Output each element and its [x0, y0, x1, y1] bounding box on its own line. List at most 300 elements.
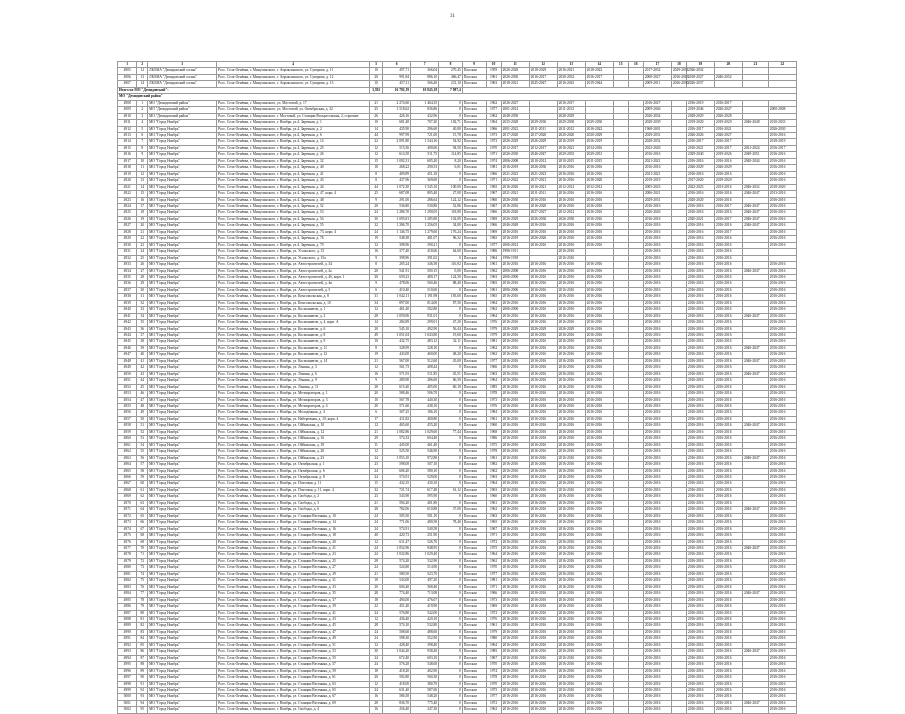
table-cell: 49: [370, 333, 383, 339]
table-cell: 44: [370, 184, 383, 190]
table-cell: 603,10: [411, 655, 439, 661]
table-cell: МО "Город Ноябрь": [148, 655, 217, 661]
header-cell: 4: [217, 62, 370, 68]
table-cell: 2016-2016: [768, 533, 796, 539]
table-cell: 2016-2016: [768, 571, 796, 577]
table-cell: 1972: [486, 539, 501, 545]
table-cell: Росс. Сель-Огнёвка, г. Минусинского, г. Мостовой, ул. Станции Воскресенская, 2, строение: [217, 113, 370, 119]
table-cell: 2012-2017: [529, 145, 557, 151]
table-cell: 1969: [486, 229, 501, 235]
table-cell: 2016-2016: [714, 223, 742, 229]
table-cell: 74: [137, 571, 148, 577]
table-cell: 50: [137, 416, 148, 422]
table-cell: МО "Город Ноябрь": [148, 404, 217, 410]
table-cell: 2016-2016: [585, 700, 613, 706]
table-cell: 2016-2016: [768, 668, 796, 674]
table-cell: 2016-2021: [714, 126, 742, 132]
table-cell: 4953: [118, 391, 137, 397]
table-cell: 2016-2016: [768, 494, 796, 500]
table-cell: МО "Город Ноябрь": [148, 552, 217, 558]
table-cell: Росс. Сель-Огнёвка, г. Минусинского, г. Ноябрь, ул. Ленина, д. 11: [217, 384, 370, 390]
table-cell: 54: [137, 442, 148, 448]
table-cell: 2016-2016: [714, 442, 742, 448]
table-cell: 2016-2016: [643, 384, 671, 390]
table-cell: 2016-2016: [557, 249, 585, 255]
table-cell: Росс. Сель-Огнёвка, г. Минусинского, г. Ноябрь, ул. Станции Весенняя, д. 37: [217, 597, 370, 603]
table-cell: 525,50: [383, 449, 411, 455]
table-cell: Плоская: [462, 662, 486, 668]
table-cell: 34: [370, 300, 383, 306]
table-cell: 490,60: [411, 145, 439, 151]
table-cell: 2016-2016: [714, 623, 742, 629]
table-cell: 2016-2016: [714, 210, 742, 216]
table-cell: 9: [370, 281, 383, 287]
table-cell: 2016-2016: [768, 694, 796, 700]
table-cell: 2022-2026: [643, 145, 671, 151]
table-cell: 2016-2016: [686, 700, 714, 706]
table-cell: Росс. Сель-Огнёвка, г. Минусинского, г. Ноябрь, ул. Ойбыкская, д. 18: [217, 442, 370, 448]
table-cell: 536,80: [383, 203, 411, 209]
table-cell: 22: [370, 604, 383, 610]
table-cell: 2016-2016: [686, 623, 714, 629]
table-cell: 4910: [118, 113, 137, 119]
table-cell: 94,50: [439, 145, 463, 151]
table-cell: 2016-2016: [768, 591, 796, 597]
table-cell: 2018-2019: [768, 139, 796, 145]
table-cell: 40: [137, 352, 148, 358]
table-cell: 13: [137, 178, 148, 184]
table-row: [118, 274, 797, 280]
table-cell: 2016-2021: [529, 184, 557, 190]
table-cell: 0: [439, 455, 463, 461]
table-cell: 12: [370, 145, 383, 151]
table-cell: 41: [137, 358, 148, 364]
table-cell: 560,46: [411, 281, 439, 287]
table-cell: 2046-2047: [742, 313, 768, 319]
table-cell: 2016-2016: [768, 629, 796, 635]
header-cell: 5: [370, 62, 383, 68]
table-cell: 1963: [486, 274, 501, 280]
table-cell: 2016-2016: [501, 378, 529, 384]
table-cell: 2016-2016: [501, 558, 529, 564]
table-cell: МО "Город Ноябрь": [148, 345, 217, 351]
table-cell: 408,44: [411, 365, 439, 371]
table-cell: 2016-2016: [686, 462, 714, 468]
table-cell: 1967: [486, 191, 501, 197]
table-cell: 2016-2016: [714, 404, 742, 410]
table-cell: 2016-2016: [643, 662, 671, 668]
table-cell: 2016-2016: [585, 513, 613, 519]
table-cell: 2029-2030: [585, 120, 613, 126]
table-cell: 611,47: [383, 539, 411, 545]
table-cell: Росс. Сель-Огнёвка, г. Минусинского, г. Апраксинского, ул. Суворова, д. 12: [217, 74, 370, 80]
table-cell: МО "Город Ноябрь": [148, 262, 217, 268]
table-cell: 2016-2016: [768, 242, 796, 248]
table-cell: 2016-2016: [501, 481, 529, 487]
table-cell: Росс. Сель-Огнёвка, г. Минусинского, г. Ноябрь, ул. Космонавтов, д. 1: [217, 307, 370, 313]
table-cell: 4915: [118, 145, 137, 151]
table-cell: 2020-2020: [686, 197, 714, 203]
table-cell: 1 029,40: [411, 552, 439, 558]
table-cell: 2028-2039: [643, 120, 671, 126]
table-cell: Плоская: [462, 487, 486, 493]
table-cell: Росс. Сель-Огнёвка, г. Минусинского, г. Ноябрь, ул.4, Заречная, д. 32: [217, 158, 370, 164]
table-cell: МО "Город Ноябрь": [148, 165, 217, 171]
table-cell: 291,00: [383, 197, 411, 203]
table-cell: 2016-2017: [529, 74, 557, 80]
table-cell: 88: [137, 662, 148, 668]
table-cell: 2016-2016: [501, 629, 529, 635]
table-cell: 328,10: [411, 345, 439, 351]
table-cell: 96,32: [439, 236, 463, 242]
table-cell: МО "Город Ноябрь": [148, 604, 217, 610]
table-cell: МО "Город Ноябрь": [148, 145, 217, 151]
table-cell: 2016-2016: [557, 578, 585, 584]
table-cell: 2016-2016: [585, 687, 613, 693]
table-cell: 576,80: [383, 610, 411, 616]
table-cell: 0: [439, 404, 463, 410]
table-cell: 402,90: [411, 668, 439, 674]
table-cell: 2016-2016: [643, 442, 671, 448]
table-cell: 30: [370, 649, 383, 655]
table-cell: 2016-2016: [768, 404, 796, 410]
table-cell: 2016-2016: [643, 229, 671, 235]
table-cell: 2016-2016: [529, 404, 557, 410]
table-cell: 28: [370, 700, 383, 706]
table-cell: 1 146,75: [383, 229, 411, 235]
table-cell: 2016-2016: [714, 642, 742, 648]
table-cell: 1962: [486, 507, 501, 513]
table-cell: 2009-2011: [643, 81, 671, 87]
table-cell: 2016-2016: [686, 520, 714, 526]
table-cell: МО "Город Ноябрь": [148, 500, 217, 506]
table-cell: 11: [137, 165, 148, 171]
table-cell: 2016-2016: [686, 694, 714, 700]
table-cell: 290,53: [411, 165, 439, 171]
table-cell: 1 095,81: [383, 216, 411, 222]
table-cell: 2016-2016: [686, 436, 714, 442]
table-cell: Росс. Сель-Огнёвка, г. Минусинского, г. Ноябрь, ул. Станции Весенняя, д. 23: [217, 552, 370, 558]
table-cell: 61: [137, 487, 148, 493]
table-cell: 2016-2016: [768, 132, 796, 138]
table-cell: 2019-2026: [714, 152, 742, 158]
table-cell: 0: [439, 610, 463, 616]
table-cell: 2016-2016: [529, 636, 557, 642]
table-cell: 2016-2016: [529, 281, 557, 287]
table-cell: 2016-2016: [501, 365, 529, 371]
table-cell: 2016-2016: [585, 475, 613, 481]
table-cell: Плоская: [462, 68, 486, 74]
table-cell: МО "Город Ноябрь": [148, 662, 217, 668]
table-cell: 2016-2017: [585, 74, 613, 80]
table-cell: 1977: [486, 694, 501, 700]
table-cell: Росс. Сель-Огнёвка, г. Минусинского, г. Ноябрь, ул. Свободы, д. 2: [217, 494, 370, 500]
header-cell: 7: [411, 62, 439, 68]
table-cell: 2016-2016: [501, 520, 529, 526]
table-cell: 60,10: [439, 384, 463, 390]
table-cell: 2016-2016: [768, 384, 796, 390]
table-cell: 2016-2016: [585, 694, 613, 700]
table-cell: 0: [439, 307, 463, 313]
table-cell: 84: [137, 636, 148, 642]
table-cell: 16: [137, 197, 148, 203]
table-cell: 2016-2016: [529, 333, 557, 339]
table-cell: 418,66: [411, 249, 439, 255]
table-cell: 2016-2016: [686, 397, 714, 403]
table-cell: 2016-2016: [643, 391, 671, 397]
table-cell: 4999: [118, 687, 137, 693]
table-cell: Росс. Сель-Огнёвка, г. Минусинского, г. Ноябрь, ул. Свободы, д. 5: [217, 500, 370, 506]
table-cell: 2012-2012: [585, 184, 613, 190]
table-cell: 2001-2022: [501, 126, 529, 132]
table-cell: 2016-2016: [643, 481, 671, 487]
table-cell: 2016-2016: [557, 700, 585, 706]
table-cell: 2016-2016: [643, 655, 671, 661]
table-cell: 4965: [118, 468, 137, 474]
table-cell: 548,60: [411, 662, 439, 668]
table-cell: 296,60: [411, 126, 439, 132]
table-cell: 2006-2021: [643, 191, 671, 197]
table-cell: 2016-2016: [643, 558, 671, 564]
table-cell: 2016-2016: [768, 636, 796, 642]
table-cell: 2016-2016: [585, 429, 613, 435]
table-cell: 2016-2016: [557, 565, 585, 571]
table-cell: 2016-2016: [643, 649, 671, 655]
table-cell: 2045-2047: [529, 81, 557, 87]
table-cell: МО "Город Ноябрь": [148, 565, 217, 571]
table-cell: 465,60: [383, 423, 411, 429]
table-cell: 2016-2016: [643, 216, 671, 222]
table-cell: 2016-2016: [643, 371, 671, 377]
table-cell: 2016-2016: [501, 391, 529, 397]
table-cell: 1 464,35: [411, 100, 439, 106]
table-cell: 398,96: [383, 255, 411, 261]
table-cell: Плоская: [462, 152, 486, 158]
table-cell: 587,60: [411, 687, 439, 693]
table-cell: 2016-2016: [585, 326, 613, 332]
table-cell: 4927: [118, 223, 137, 229]
table-cell: 2020-2020: [557, 132, 585, 138]
table-cell: Плоская: [462, 649, 486, 655]
table-cell: Росс. Сель-Огнёвка, г. Минусинского, г. Ноябрь, ул.4, Заречная, д. 73, корп. 4: [217, 229, 370, 235]
table-cell: Плоская: [462, 107, 486, 113]
table-cell: 2016-2016: [686, 707, 714, 713]
table-cell: МО "Город Ноябрь": [148, 216, 217, 222]
table-cell: Росс. Сель-Огнёвка, г. Минусинского, г. Ноябрь, ул. Станции Весенняя, д. 35: [217, 591, 370, 597]
table-cell: 4917: [118, 158, 137, 164]
table-cell: 12: [370, 616, 383, 622]
table-cell: 2016-2016: [686, 391, 714, 397]
table-cell: Плоская: [462, 391, 486, 397]
table-cell: 2016-2016: [585, 165, 613, 171]
table-cell: 1971: [486, 152, 501, 158]
table-cell: 0: [439, 584, 463, 590]
table-cell: Плоская: [462, 203, 486, 209]
table-cell: 2016-2016: [768, 662, 796, 668]
table-cell: 592,80: [383, 675, 411, 681]
table-cell: 122,12: [439, 197, 463, 203]
table-cell: 2016-2016: [686, 610, 714, 616]
table-cell: 2046-2047: [529, 152, 557, 158]
table-cell: 2016-2016: [501, 591, 529, 597]
table-cell: 0: [439, 513, 463, 519]
table-cell: 1986: [486, 249, 501, 255]
table-cell: 2026-2030: [672, 81, 689, 86]
buildings-table: [117, 61, 797, 714]
table-cell: 4938: [118, 294, 137, 300]
header-cell: 16: [628, 62, 643, 68]
table-cell: 1962: [486, 307, 501, 313]
table-cell: Плоская: [462, 558, 486, 564]
table-cell: 4942: [118, 320, 137, 326]
table-cell: 205,24: [383, 262, 411, 268]
table-cell: 481,07: [411, 236, 439, 242]
table-cell: 707,20: [411, 120, 439, 126]
table-cell: 2016-2019: [501, 165, 529, 171]
table-cell: Плоская: [462, 416, 486, 422]
table-cell: 524,80: [383, 565, 411, 571]
table-cell: 2016-2016: [529, 610, 557, 616]
table-cell: 2016-2016: [557, 526, 585, 532]
table-cell: 2012-2012: [557, 184, 585, 190]
table-cell: 2016-2016: [585, 345, 613, 351]
table-cell: 2016-2016: [768, 481, 796, 487]
table-cell: 4984: [118, 591, 137, 597]
table-cell: 2016-2016: [714, 397, 742, 403]
table-cell: 4921: [118, 184, 137, 190]
table-cell: 85: [137, 642, 148, 648]
table-cell: Росс. Сель-Огнёвка, г. Минусинского, г. Ноябрь, ул. Станции Весенняя, д. 27: [217, 565, 370, 571]
table-cell: 2016-2016: [768, 178, 796, 184]
table-cell: 2028-2029: [686, 113, 714, 119]
table-cell: Росс. Сель-Огнёвка, г. Минусинского, г. Ноябрь, ул. Ойбыкская, д. 23: [217, 455, 370, 461]
table-cell: 88,40: [439, 281, 463, 287]
table-cell: 2016-2016: [643, 236, 671, 242]
table-cell: 23: [370, 494, 383, 500]
table-cell: 1964: [486, 313, 501, 319]
table-cell: 1970: [486, 662, 501, 668]
table-cell: 2016-2016: [643, 262, 671, 268]
table-cell: 2016-2016: [768, 558, 796, 564]
table-cell: Плоская: [462, 513, 486, 519]
table-cell: 2016-2017: [714, 229, 742, 235]
table-cell: 2016-2016: [768, 410, 796, 416]
table-cell: Росс. Сель-Огнёвка, г. Минусинского, г. Ноябрь, ул. Набережная, д. 10, корп. 4: [217, 416, 370, 422]
table-cell: 2016-2016: [686, 468, 714, 474]
table-cell: 2016-2019: [686, 100, 714, 106]
table-cell: 2016-2016: [557, 558, 585, 564]
table-cell: Росс. Сель-Огнёвка, г. Минусинского, г. Ноябрь, ул. Свободы, д. 4: [217, 707, 370, 713]
table-cell: Плоская: [462, 236, 486, 242]
table-cell: 605,20: [411, 158, 439, 164]
table-cell: 2026-2030: [529, 216, 557, 222]
table-cell: 548,38: [383, 236, 411, 242]
table-cell: 2016-2016: [585, 655, 613, 661]
table-cell: 2016-2016: [585, 468, 613, 474]
table-cell: 2016-2016: [529, 242, 557, 248]
table-cell: 2016-2016: [529, 539, 557, 545]
table-cell: 2016-2016: [557, 481, 585, 487]
table-cell: 681,48: [383, 120, 411, 126]
table-row: [118, 165, 797, 171]
table-cell: 2016-2017: [686, 139, 714, 145]
table-cell: 580,10: [411, 468, 439, 474]
table-cell: 2046-2047: [742, 507, 768, 513]
table-cell: 2016-2016: [585, 487, 613, 493]
table-cell: 2016-2016: [768, 655, 796, 661]
table-cell: 28: [370, 591, 383, 597]
table-cell: 1978: [486, 391, 501, 397]
table-cell: 480,58: [411, 520, 439, 526]
table-cell: 390,21: [411, 242, 439, 248]
table-cell: 48,20: [439, 352, 463, 358]
table-cell: 2016-2017: [686, 126, 714, 132]
table-cell: 44: [137, 378, 148, 384]
table-cell: Росс. Сель-Огнёвка, г. Минусинского, г. Ноябрь, ул. Станции Весенняя, д. 59: [217, 668, 370, 674]
table-cell: 418,00: [383, 681, 411, 687]
table-cell: 2016-2016: [643, 681, 671, 687]
table-cell: 2016-2016: [686, 333, 714, 339]
table-cell: 1976: [486, 616, 501, 622]
table-cell: 2016-2016: [501, 500, 529, 506]
table-cell: 2016-2016: [714, 242, 742, 248]
table-cell: 12: [370, 242, 383, 248]
table-cell: ЛБОМА "Демидовский сосны": [148, 68, 217, 74]
table-cell: 2018-2020: [768, 184, 796, 190]
table-cell: 2016-2016: [643, 687, 671, 693]
table-cell: 56,44: [439, 326, 463, 332]
table-cell: 2010-2012: [529, 158, 557, 164]
table-cell: 2016-2016: [686, 584, 714, 590]
table-cell: 4951: [118, 378, 137, 384]
table-cell: 2016-2016: [585, 597, 613, 603]
table-cell: 12: [370, 681, 383, 687]
table-cell: 426,16: [383, 113, 411, 119]
table-cell: 80: [137, 610, 148, 616]
table-cell: 451,40: [383, 604, 411, 610]
table-cell: 6: [370, 410, 383, 416]
table-cell: 2029-2031: [643, 132, 671, 138]
table-cell: 2016-2016: [686, 578, 714, 584]
table-cell: 1960: [486, 423, 501, 429]
table-cell: 1967: [486, 203, 501, 209]
table-cell: 28: [370, 507, 383, 513]
table-cell: МО "Город Ноябрь": [148, 371, 217, 377]
table-cell: 2016-2016: [714, 591, 742, 597]
table-cell: 2021-2021: [501, 191, 529, 197]
table-cell: 0: [439, 481, 463, 487]
table-cell: 2016-2016: [557, 571, 585, 577]
table-cell: 2016-2016: [585, 358, 613, 364]
table-cell: 6,01: [439, 165, 463, 171]
table-cell: Плоская: [462, 545, 486, 551]
table-cell: 2016-2016: [686, 668, 714, 674]
table-cell: 14: [370, 320, 383, 326]
table-cell: 2016-2016: [643, 423, 671, 429]
table-cell: 12: [137, 68, 148, 74]
table-cell: 2016-2016: [643, 675, 671, 681]
table-cell: 2026-2027: [501, 100, 529, 106]
table-cell: Росс. Сель-Огнёвка, г. Минусинского, г. Ноябрь, ул. Мелиораторов, д. 4: [217, 404, 370, 410]
table-cell: 270,45: [439, 68, 463, 74]
table-cell: 1969: [486, 604, 501, 610]
table-cell: Плоская: [462, 494, 486, 500]
table-cell: 6: [370, 287, 383, 293]
table-cell: 2016-2016: [529, 487, 557, 493]
table-cell: 574,20: [383, 558, 411, 564]
table-cell: 2016-2016: [686, 655, 714, 661]
table-cell: 1 279,60: [411, 229, 439, 235]
